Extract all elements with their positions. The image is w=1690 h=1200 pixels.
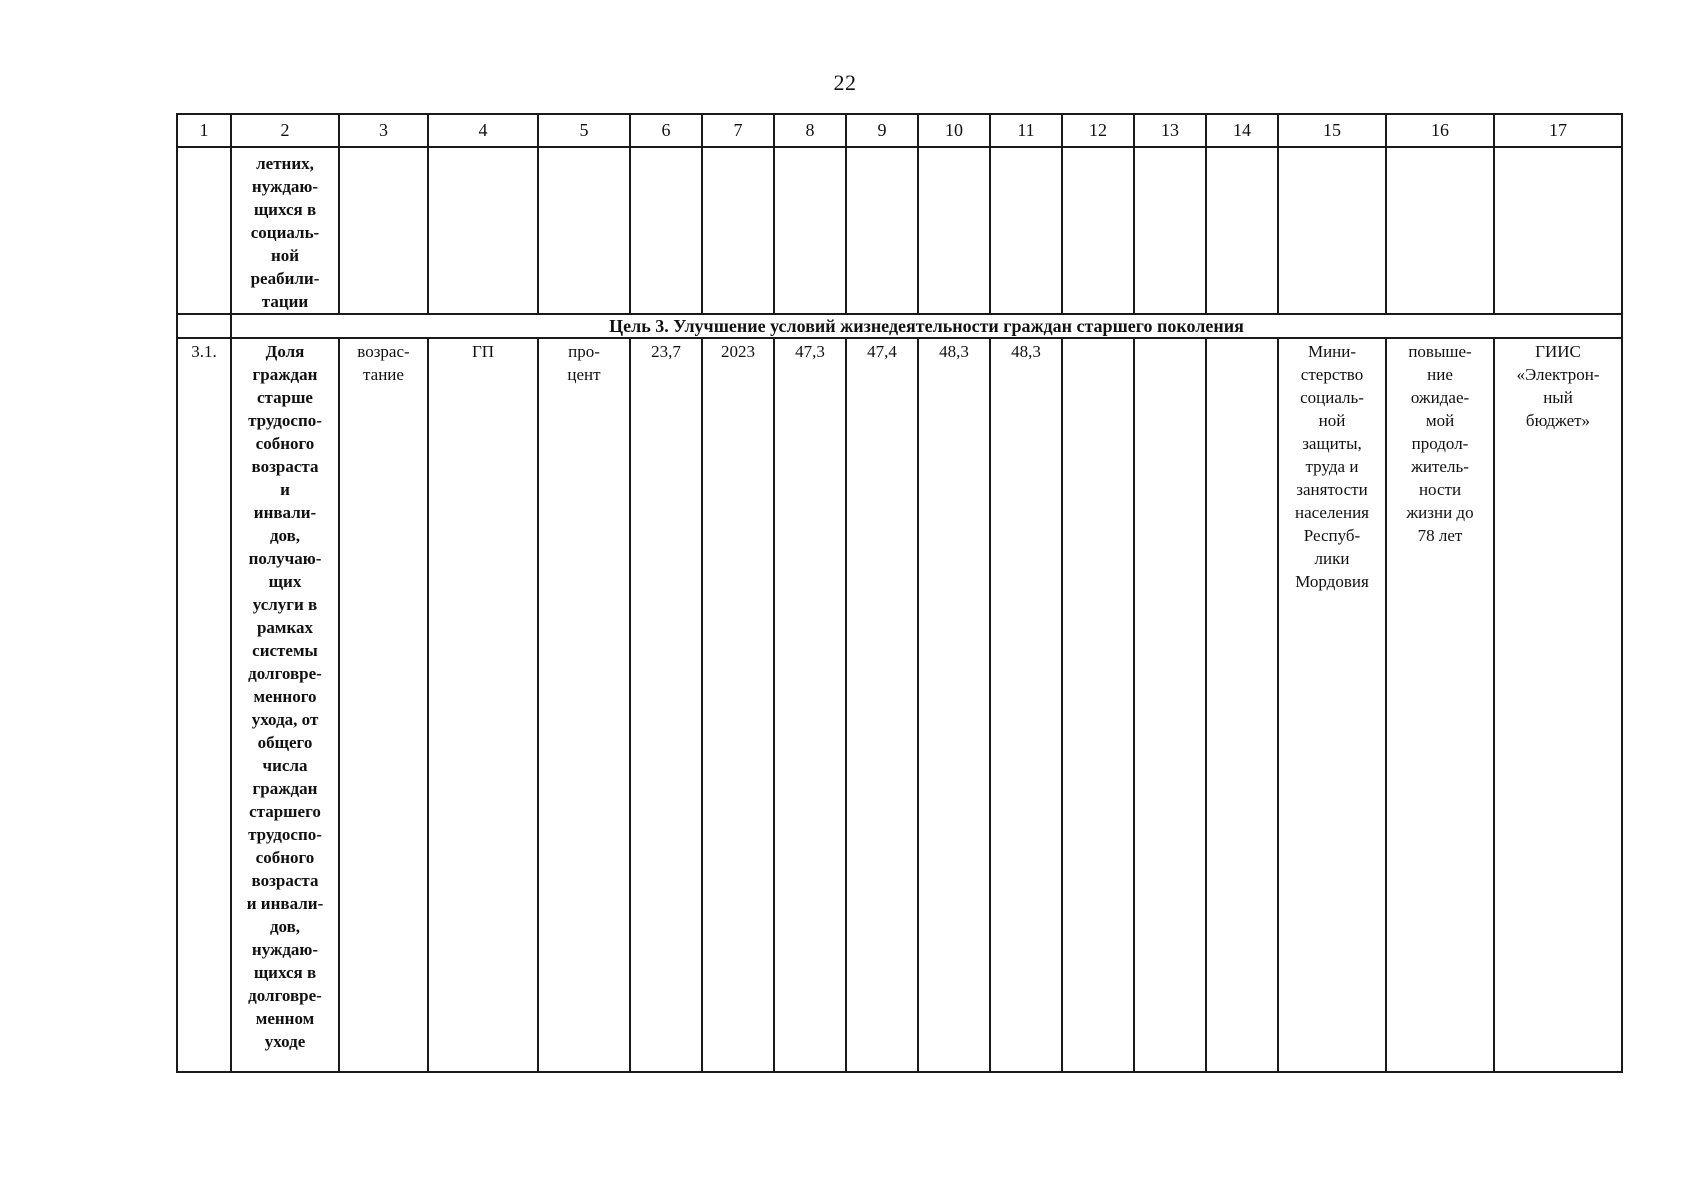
text-line: Мордовия: [1295, 572, 1369, 591]
text-line: ожидае-: [1410, 388, 1470, 407]
column-header-17: 17: [1494, 114, 1622, 147]
text-line: дов,: [269, 526, 301, 545]
cell-info-system: [1494, 338, 1622, 1072]
text-line: стерство: [1300, 365, 1364, 384]
text-line: продол-: [1411, 434, 1469, 453]
indicator-name-text: [234, 340, 336, 1053]
text-line: Доля: [265, 342, 305, 361]
text-line: ный: [1543, 388, 1573, 407]
cell-base-value: 23,7: [630, 338, 702, 1072]
text-line: летних,: [256, 154, 314, 173]
cell-indicator-name: [231, 338, 339, 1072]
unit-text: [541, 340, 627, 386]
column-header-10: 10: [918, 114, 990, 147]
cell-goal-link: [1386, 338, 1494, 1072]
indicators-table: [176, 113, 1623, 1073]
text-line: старшего: [249, 802, 321, 821]
text-line: получаю-: [248, 549, 322, 568]
text-line: и: [280, 480, 290, 499]
text-line: щихся в: [253, 200, 317, 219]
text-line: собного: [255, 434, 315, 453]
cell-value-11: 48,3: [990, 338, 1062, 1072]
text-line: граждан: [252, 365, 318, 384]
cell-base-year: 2023: [702, 338, 774, 1072]
text-line: ности: [1418, 480, 1462, 499]
column-header-2: 2: [231, 114, 339, 147]
text-line: труда и: [1305, 457, 1359, 476]
text-line: рамках: [256, 618, 314, 637]
cell-responsible: [1278, 338, 1386, 1072]
column-header-13: 13: [1134, 114, 1206, 147]
cell-value-9: 47,4: [846, 338, 918, 1072]
text-line: и инвали-: [246, 894, 324, 913]
column-header-4: 4: [428, 114, 538, 147]
cell-value-12: [1062, 338, 1134, 1072]
cell-value-14: [1206, 338, 1278, 1072]
text-line: ной: [270, 246, 300, 265]
text-line: нуждаю-: [251, 177, 319, 196]
text-line: про-: [568, 342, 600, 361]
text-line: трудоспо-: [248, 825, 322, 844]
text-line: бюджет»: [1525, 411, 1591, 430]
text-line: возраста: [251, 871, 319, 890]
goal-link-text: [1389, 340, 1491, 547]
text-line: нуждаю-: [251, 940, 319, 959]
text-line: «Электрон-: [1516, 365, 1600, 384]
text-line: защиты,: [1302, 434, 1362, 453]
text-line: долговре-: [248, 986, 322, 1005]
column-header-9: 9: [846, 114, 918, 147]
text-line: менного: [253, 687, 317, 706]
column-header-11: 11: [990, 114, 1062, 147]
responsible-text: [1281, 340, 1383, 593]
cell-number: 3.1.: [177, 338, 231, 1072]
cell-value-10: 48,3: [918, 338, 990, 1072]
text-line: общего: [257, 733, 313, 752]
cell-indicator-continuation: [231, 147, 339, 314]
text-line: населения: [1295, 503, 1369, 522]
text-line: возрас-: [357, 342, 410, 361]
text-line: трудоспо-: [248, 411, 322, 430]
text-line: Мини-: [1307, 342, 1357, 361]
table-header-row: [177, 114, 1622, 147]
info-system-text: [1497, 340, 1619, 432]
table-row-indicator-3-1: [177, 338, 1622, 1072]
text-line: Респуб-: [1303, 526, 1361, 545]
text-line: ухода, от: [251, 710, 319, 729]
table-row-goal: [177, 314, 1622, 338]
column-header-6: 6: [630, 114, 702, 147]
text-line: жизни до: [1406, 503, 1474, 522]
cell-trend: [339, 338, 428, 1072]
text-line: ние: [1427, 365, 1453, 384]
text-line: 78 лет: [1417, 526, 1463, 545]
text-line: числа: [262, 756, 308, 775]
column-header-8: 8: [774, 114, 846, 147]
column-header-7: 7: [702, 114, 774, 147]
cell-level: ГП: [428, 338, 538, 1072]
indicator-continuation-text: [234, 152, 336, 313]
column-header-14: 14: [1206, 114, 1278, 147]
column-header-15: 15: [1278, 114, 1386, 147]
text-line: цент: [567, 365, 601, 384]
text-line: дов,: [269, 917, 301, 936]
text-line: реабили-: [250, 269, 320, 288]
text-line: тации: [261, 292, 309, 311]
text-line: житель-: [1411, 457, 1469, 476]
text-line: социаль-: [250, 223, 320, 242]
cell-empty: [177, 314, 231, 338]
text-line: граждан: [252, 779, 318, 798]
column-header-3: 3: [339, 114, 428, 147]
table-row-continuation: [177, 147, 1622, 314]
text-line: повыше-: [1408, 342, 1472, 361]
goal-heading: Цель 3. Улучшение условий жизнедеятельности граждан старшего поколения: [231, 314, 1622, 338]
cell-empty: [177, 147, 231, 314]
column-header-16: 16: [1386, 114, 1494, 147]
text-line: мой: [1425, 411, 1455, 430]
text-line: возраста: [251, 457, 319, 476]
column-header-5: 5: [538, 114, 630, 147]
text-line: старше: [257, 388, 313, 407]
text-line: менном: [255, 1009, 315, 1028]
column-header-12: 12: [1062, 114, 1134, 147]
text-line: социаль-: [1300, 388, 1364, 407]
cell-value-13: [1134, 338, 1206, 1072]
column-header-1: 1: [177, 114, 231, 147]
text-line: долговре-: [248, 664, 322, 683]
text-line: инвали-: [253, 503, 317, 522]
text-line: занятости: [1296, 480, 1368, 499]
text-line: лики: [1314, 549, 1350, 568]
text-line: тание: [363, 365, 404, 384]
trend-text: [342, 340, 425, 386]
text-line: услуги в: [252, 595, 318, 614]
text-line: уходе: [264, 1032, 306, 1051]
cell-unit: [538, 338, 630, 1072]
text-line: ГИИС: [1535, 342, 1581, 361]
text-line: ной: [1318, 411, 1346, 430]
text-line: собного: [255, 848, 315, 867]
text-line: щихся в: [253, 963, 317, 982]
cell-value-8: 47,3: [774, 338, 846, 1072]
text-line: системы: [252, 641, 318, 660]
text-line: щих: [268, 572, 302, 591]
page-number: 22: [833, 70, 857, 95]
